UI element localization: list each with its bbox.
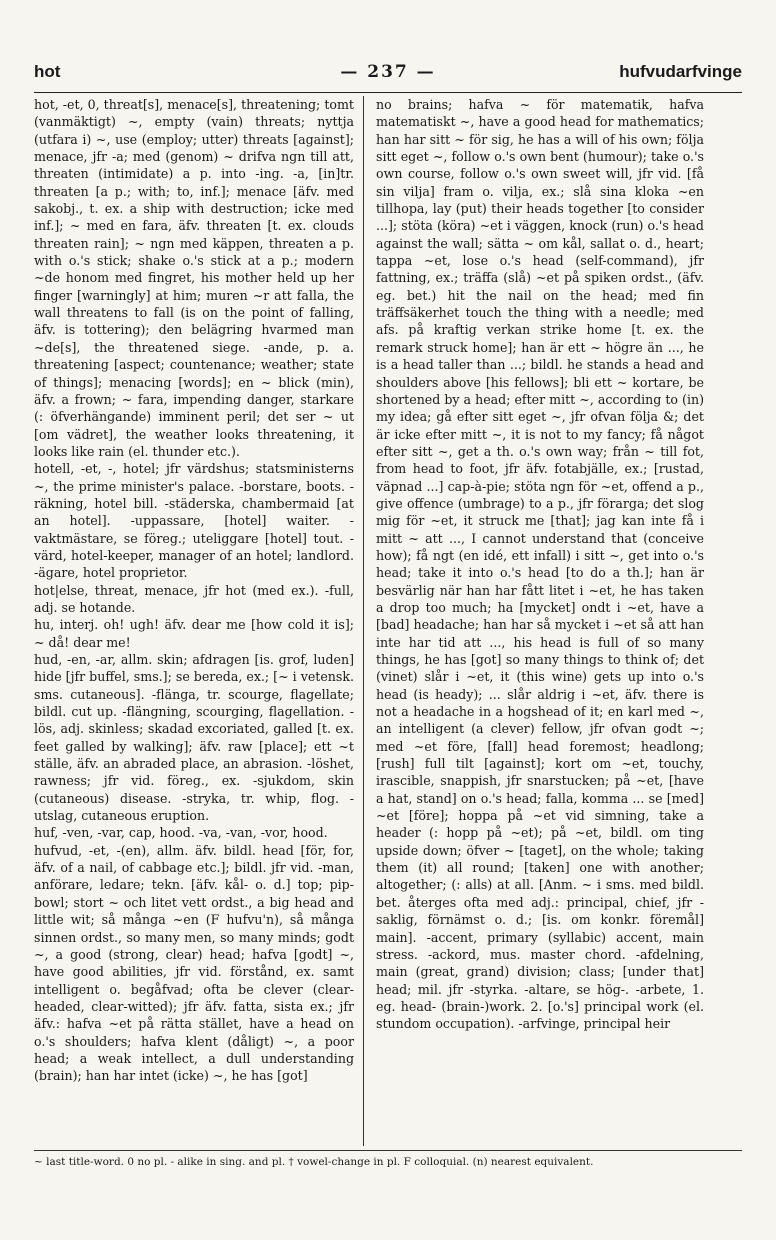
entry-hud: hud, -en, -ar, allm. skin; afdragen [is. grof, luden] hide [jfr buffel, sms.]; se bereda, ex.; [~ i vetensk. sms. cutaneous]. -flänga, tr. scourge, flagellate; bildl. cut up. -flängning, scourging, flagellation. -lös, adj. skinless; skadad excoriated, galled [t. ex. feet galled by walking]; äfv. raw [place]; ett ~t ställe, äfv. an abraded place, an abrasion. -löshet, rawness; jfr vid. föreg., ex. -sjukdom, skin (cutaneous) disease. -stryka, tr. whip, flog. -utslag, cutaneous eruption. — [34, 652, 354, 824]
page-header — [34, 62, 742, 92]
entry-hufvud-cont: no brains; hafva ~ för matematik, hafva matematiskt ~, have a good head for mathematics; han har sitt ~ för sig, he has a will of his own; följa sitt eget ~, follow o.'s own bent (humour); take o.'s own course, follow o.'s own sweet will, jfr vid. [få sin vilja] fram o. vilja, ex.; slå sina kloka ~en tillhopa, lay (put) their heads together [to consider ...]; stöta (köra) ~et i väggen, knock (run) o.'s head against the wall; sätta ~ om kål, sallat o. d., heart; tappa ~et, lose o.'s head (self-command), jfr fattning, ex.; träffa (slå) ~et på spiken ordst., (äfv. eg. bet.) hit the nail on the head; med fin träffsäkerhet touch the thing with a needle; med afs. på kraftig verkan strike home [t. ex. the remark struck home]; han är ett ~ högre än ..., he is a head taller than ...; bildl. he stands a head and shoulders above [his fellows]; bli ett ~ kortare, be shortened by a head; efter mitt ~, according to (in) my idea; gå efter sitt eget ~, jfr ofvan följa &; det är icke efter mitt ~, it is not to my fancy; få något efter sitt ~, get a th. o.'s own way; från ~ till fot, from head to foot, jfr äfv. fotabjälle, ex.; [rustad, väpnad ...] cap-à-pie; stöta ngn för ~et, offend a p., give offence (umbrage) to a p., jfr förarga; det slog mig för ~et, it struck me [that]; jag kan inte få i mitt ~ att ..., I cannot understand that (conceive how); få ngt (en idé, ett infall) i sitt ~, get into o.'s head; take it into o.'s head [to do a th.]; han är besvärlig när han har fått litet i ~et, he has taken a drop too much; ha [mycket] ondt i ~et, have a [bad] headache; han har så mycket i ~et så att han inte har tid att ..., his head is full of so many things, he has [got] so many things to think of; det (vinet) slår i ~et, it (this wine) gets up into o.'s head (is heady); ... slår aldrig i ~et, äfv. there is not a headache in a hogshead of it; en karl med ~, an intelligent (a clever) fellow, jfr ofvan godt ~; med ~et före, [fall] head foremost; headlong; [rush] full tilt [against]; kort om ~et, touchy, irascible, snappish, jfr snarstucken; på ~et, [have a hat, stand] on o.'s head; falla, komma ... se [med] ~et [före]; hoppa på ~et vid simning, take a header (: hopp på ~et); på ~et, bildl. om ting upside down; öfver ~ [taget], on the whole; taking them (it) all round; [taken] one with another; altogether; (: alls) at all. [Anm. ~ i sms. med bildl. bet. återges ofta med adj.: principal, chief, jfr -saklig, förnämst o. d.; [is. om konkr. föremål] main]. -accent, primary (syllabic) accent, main stress. -ackord, mus. master chord. -afdelning, main (great, grand) division; class; [under that] head; mil. jfr -styrka. -altare, se hög-. -arbete, 1. eg. head- (brain-)work. 2. [o.'s] principal work (el. stundom occupation). -arfvinge, principal heir — [376, 97, 704, 1032]
entry-huf: huf, -ven, -var, cap, hood. -va, -van, -vor, hood. — [34, 825, 328, 841]
header-rule — [34, 92, 742, 93]
column-divider — [363, 96, 364, 1146]
abbreviation-legend: ~ last title-word. 0 no pl. - alike in sing. and pl. † vowel-change in pl. F colloquial. (n) nearest equivalent. — [34, 1156, 594, 1168]
header-right-guideword: hufvudarfvinge — [619, 62, 742, 81]
entry-hotell: hotell, -et, -, hotel; jfr värdshus; statsministerns ~, the prime minister's palace. -borstare, boots. -räkning, hotel bill. -städerska, chambermaid [at an hotel]. -uppassare, [hotel] waiter. -vaktmästare, se föreg.; uteliggare [hotel] tout. -värd, hotel-keeper, manager of an hotel; landlord. -ägare, hotel proprietor. — [34, 461, 354, 581]
page-number: — 237 — — [340, 62, 436, 82]
header-left-guideword: hot — [34, 62, 61, 81]
entry-hufvud: hufvud, -et, -(en), allm. äfv. bildl. head [för, for, äfv. of a nail, of cabbage etc.]; bildl. jfr vid. -man, anförare, ledare; tekn. [äfv. kål- o. d.] top; pip- bowl; stort ~ och litet vett ordst., a big head and little wit; så många ~en (F hufvu'n), så många sinnen ordst., so many men, so many minds; godt ~, a good (strong, clear) head; hafva [godt] ~, have good abilities, jfr vid. förstånd, ex. samt intelligent o. begåfvad; ofta be clever (clear-headed, clear-witted); jfr äfv. fatta, sista ex.; jfr äfv.: hafva ~et på rätta stället, have a head on o.'s shoulders; hafva klent (dåligt) ~, a poor head; a weak intellect, a dull understanding (brain); han har intet (icke) ~, he has [got] — [34, 842, 354, 1084]
left-column — [34, 96, 354, 1085]
entry-hot: hot, -et, 0, threat[s], menace[s], threatening; tomt (vanmäktigt) ~, empty (vain) threats; nyttja (utfara i) ~, use (employ; utter) threats [against]; menace, jfr -a; med (genom) ~ drifva ngn till att, threaten (intimidate) a p. into -ing. -a, [in]tr. threaten [a p.; with; to, inf.]; menace [äfv. med sakobj., t. ex. a ship with destruction; icke med inf.]; ~ med en fara, äfv. threaten [t. ex. clouds threaten rain]; ~ ngn med käppen, threaten a p. with o.'s stick; shake o.'s stick at a p.; modern ~de honom med fingret, his mother held up her finger [warningly] at him; muren ~r att falla, the wall threatens to fall (is on the point of falling, äfv. is tottering); den belägring hvarmed man ~de[s], the threatened siege. -ande, p. a. threatening [aspect; countenance; weather; state of things]; menacing [words]; en ~ blick (min), äfv. a frown; ~ fara, impending danger, starkare (: öfverhängande) imminent peril; det ser ~ ut [om vädret], the weather looks threatening, it looks like rain (el. thunder etc.). — [34, 97, 354, 459]
entry-hu: hu, interj. oh! ugh! äfv. dear me [how cold it is]; ~ då! dear me! — [34, 617, 354, 650]
footer-rule — [34, 1150, 742, 1151]
right-column — [376, 96, 704, 1033]
entry-hotelse: hot|else, threat, menace, jfr hot (med ex.). -full, adj. se hotande. — [34, 582, 354, 615]
